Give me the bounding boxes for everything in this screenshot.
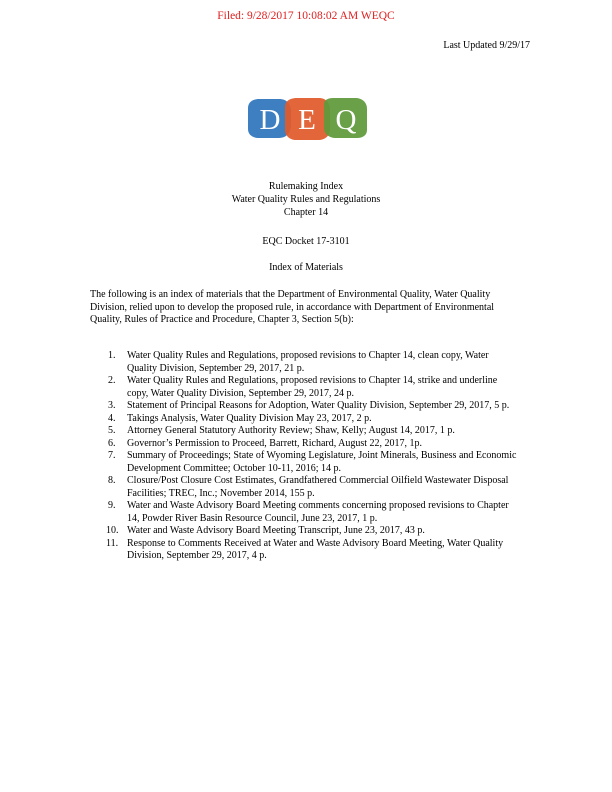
logo-letter-q: Q bbox=[335, 104, 357, 136]
filed-stamp: Filed: 9/28/2017 10:08:02 AM WEQC bbox=[217, 10, 395, 22]
list-item-number: 11. bbox=[106, 537, 119, 549]
list-item-text: Summary of Proceedings; State of Wyoming Legislature, Joint Minerals, Business and Economic Development Committee; October 10-11, 2016; 14 p. bbox=[127, 450, 517, 474]
logo-letter-d: D bbox=[259, 104, 281, 136]
deq-logo bbox=[245, 98, 370, 140]
list-item-number: 1. bbox=[108, 350, 116, 361]
list-item bbox=[90, 375, 520, 400]
list-item bbox=[90, 538, 520, 563]
list-item-text: Statement of Principal Reasons for Adoption, Water Quality Division, September 29, 2017, 5 p. bbox=[127, 400, 510, 411]
logo-letter-e: E bbox=[298, 104, 316, 136]
list-item-number: 9. bbox=[108, 500, 116, 511]
list-item-number: 5. bbox=[108, 425, 116, 436]
list-item bbox=[90, 475, 520, 500]
list-item bbox=[90, 525, 520, 538]
list-item-number: 8. bbox=[108, 475, 116, 486]
list-item-number: 10. bbox=[106, 525, 119, 536]
list-item bbox=[90, 413, 520, 426]
docket-number: EQC Docket 17-3101 bbox=[262, 236, 350, 247]
list-item bbox=[90, 450, 520, 475]
list-item bbox=[90, 438, 520, 451]
materials-list bbox=[90, 350, 520, 563]
title-line-rules-name: Water Quality Rules and Regulations bbox=[231, 194, 381, 205]
title-line-rulemaking-index: Rulemaking Index bbox=[268, 181, 344, 192]
list-item-text: Governor’s Permission to Proceed, Barrett, Richard, August 22, 2017, 1p. bbox=[127, 437, 423, 449]
list-item bbox=[90, 400, 520, 413]
list-item-text: Water Quality Rules and Regulations, proposed revisions to Chapter 14, strike and underline copy, Water Quality Division, September 29, 2017, 24 p. bbox=[127, 375, 498, 399]
list-item-text: Water and Waste Advisory Board Meeting Transcript, June 23, 2017, 43 p. bbox=[127, 525, 425, 536]
list-item bbox=[90, 350, 520, 375]
list-item-text: Attorney General Statutory Authority Review; Shaw, Kelly; August 14, 2017, 1 p. bbox=[127, 425, 455, 436]
list-item-number: 2. bbox=[108, 375, 116, 386]
list-item-number: 6. bbox=[108, 437, 116, 449]
list-item-number: 7. bbox=[108, 450, 116, 461]
last-updated-date: Last Updated 9/29/17 bbox=[443, 40, 530, 51]
title-line-chapter: Chapter 14 bbox=[283, 207, 329, 218]
list-item-number: 3. bbox=[108, 400, 116, 411]
list-item bbox=[90, 500, 520, 525]
list-item-text: Water Quality Rules and Regulations, proposed revisions to Chapter 14, clean copy, Water Quality Division, September 29, 2017, 21 p. bbox=[127, 350, 489, 374]
list-item-text: Closure/Post Closure Cost Estimates, Grandfathered Commercial Oilfield Wastewater Disposal Facilities; TREC, Inc.; November 2014, 155 p. bbox=[127, 475, 509, 499]
title-block bbox=[0, 180, 612, 219]
list-item-number: 4. bbox=[108, 412, 116, 424]
list-item bbox=[90, 425, 520, 438]
list-item-text: Response to Comments Received at Water and Waste Advisory Board Meeting, Water Quality Division, September 29, 2017, 4 p. bbox=[127, 537, 504, 561]
list-item-text: Takings Analysis, Water Quality Division May 23, 2017, 2 p. bbox=[127, 412, 372, 424]
list-item-text: Water and Waste Advisory Board Meeting comments concerning proposed revisions to Chapter 14, Powder River Basin Resource Council, June 23, 2017, 1 p. bbox=[127, 500, 509, 524]
index-of-materials-heading: Index of Materials bbox=[269, 262, 343, 273]
intro-paragraph: The following is an index of materials that the Department of Environmental Quality, Water Quality Division, relied upon to develop the proposed rule, in accordance with Department of Environmental Quality, Rules of Practice and Procedure, Chapter 3, Section 5(b): bbox=[90, 289, 495, 325]
